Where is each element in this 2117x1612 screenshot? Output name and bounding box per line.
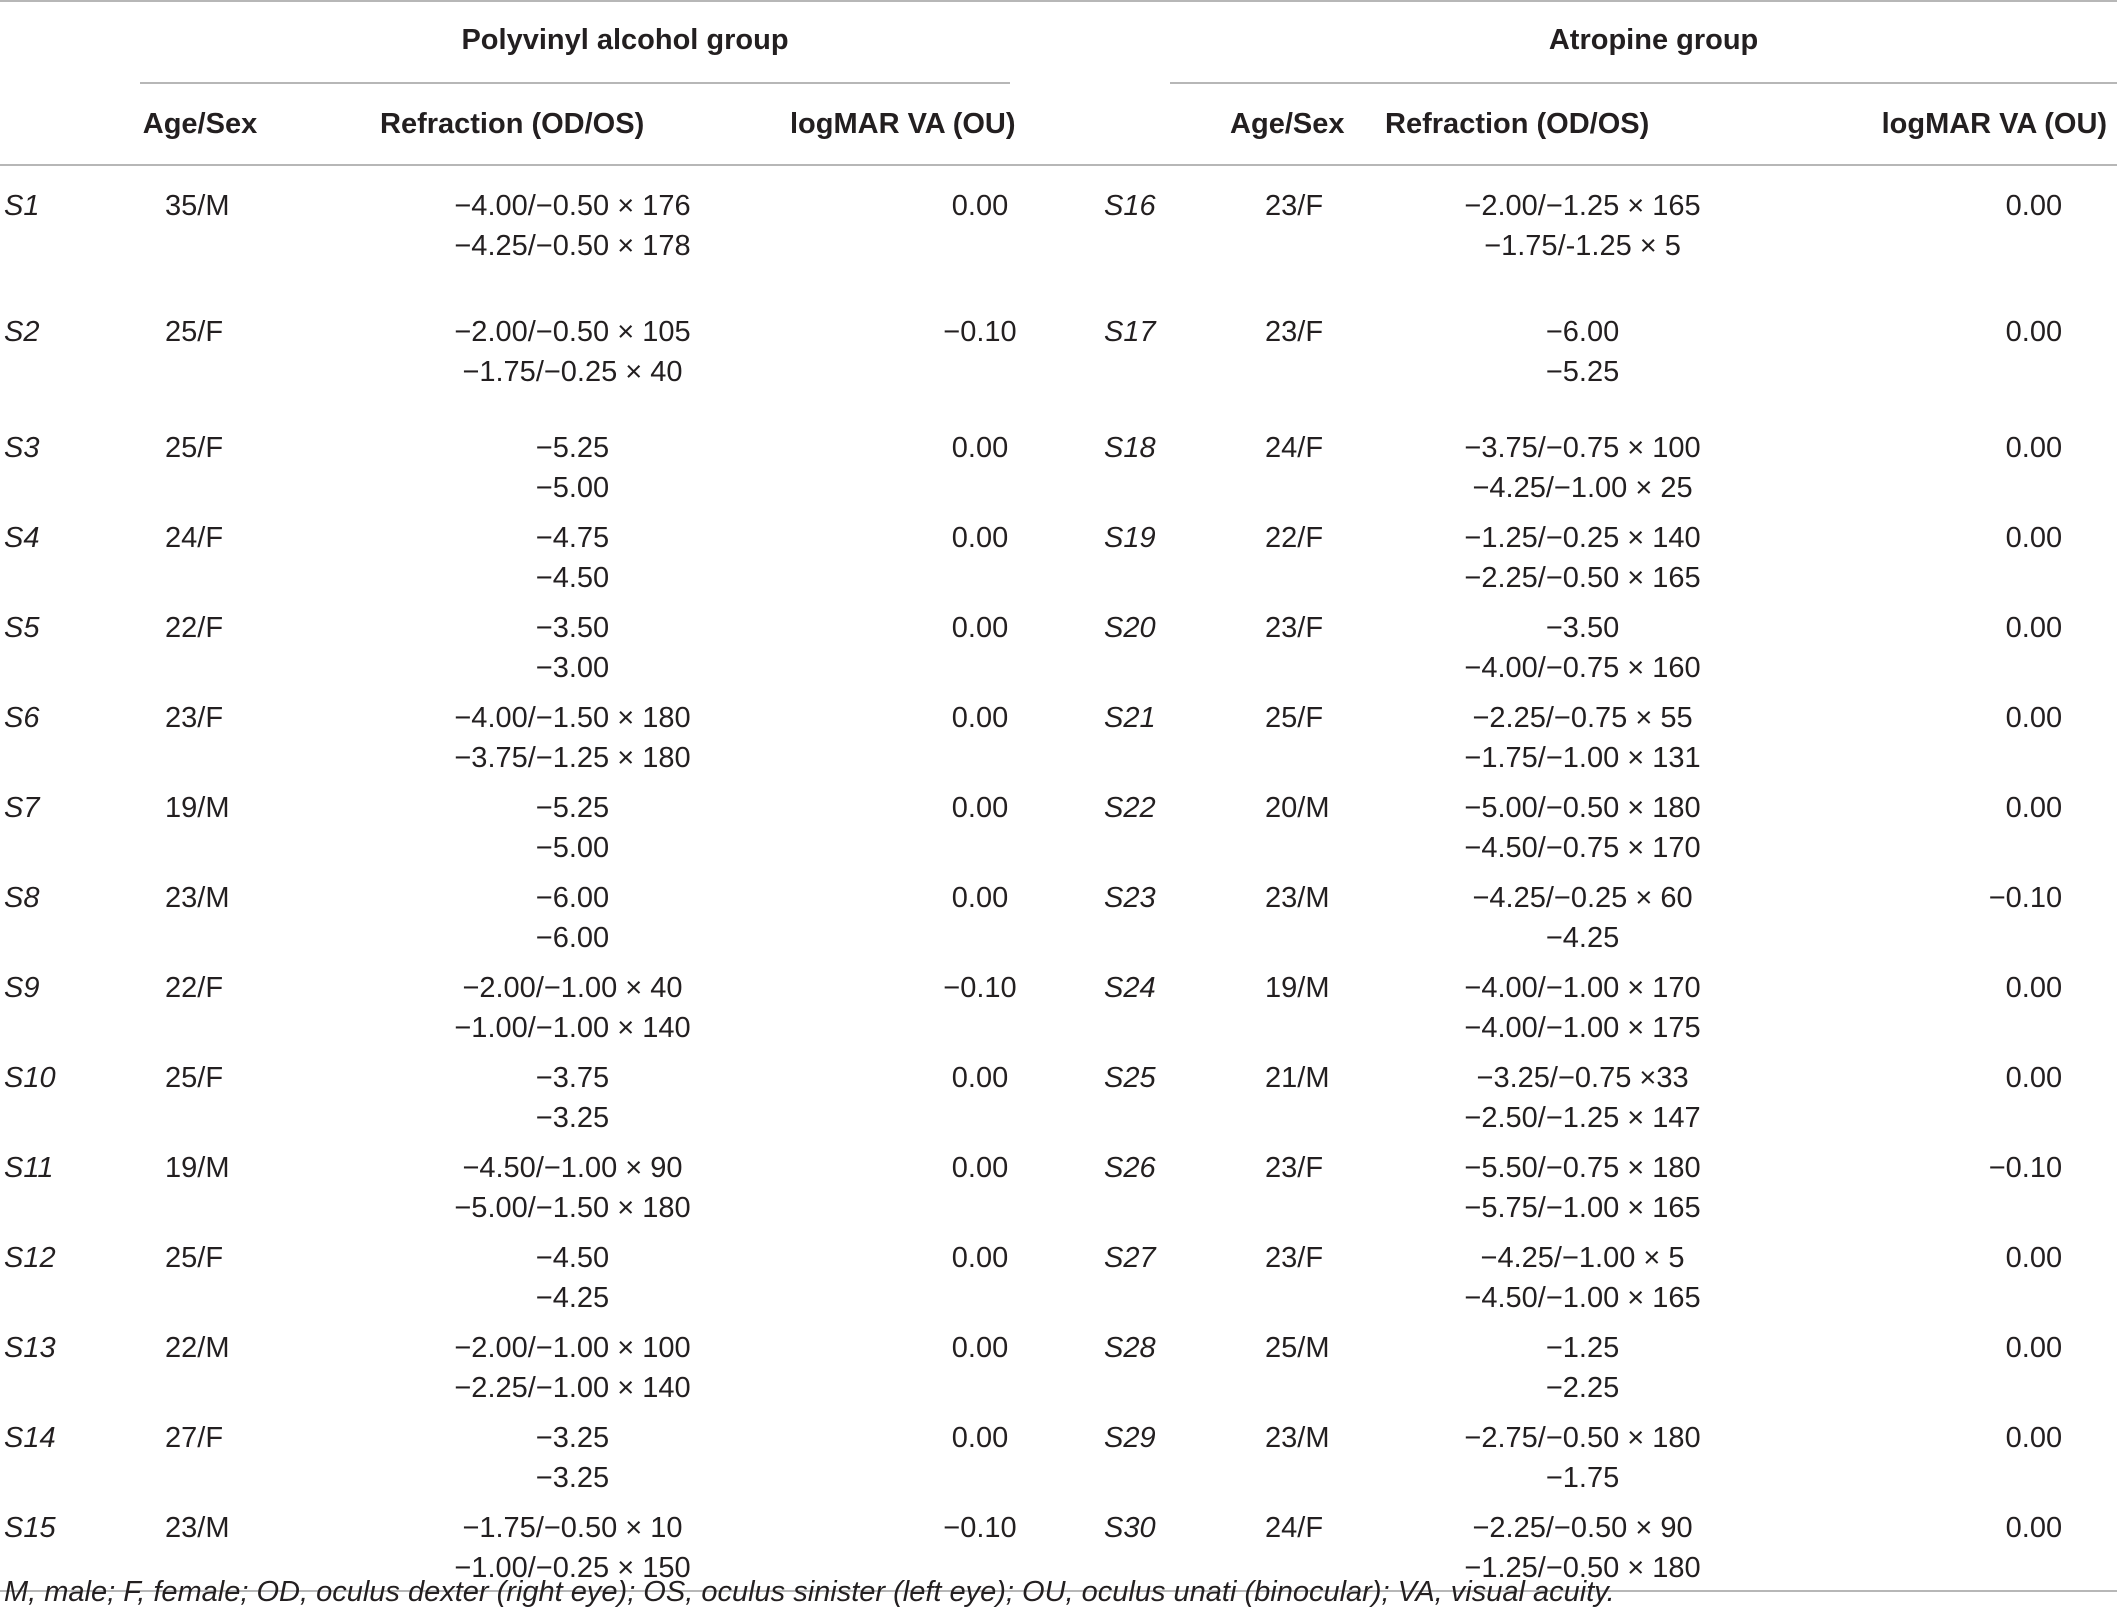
refraction-os: −6.00 (535, 922, 610, 954)
age-sex: 23/M (1265, 1422, 1330, 1454)
age-sex: 23/F (1265, 1152, 1324, 1184)
subject-id: S12 (4, 1242, 56, 1274)
age-sex: 24/F (1265, 1512, 1324, 1544)
refraction-od: −4.00/−1.50 × 180 (454, 702, 691, 734)
logmar-va-value: 0.00 (951, 612, 1009, 644)
refraction-os: −2.25/−1.00 × 140 (454, 1372, 691, 1404)
refraction-os: −5.00 (535, 472, 610, 504)
refraction-od: −5.00/−0.50 × 180 (1464, 792, 1701, 824)
logmar-va (951, 598, 1110, 688)
refraction-os: −3.75/−1.25 × 180 (454, 742, 691, 774)
logmar-va (951, 1318, 1110, 1408)
refraction (1380, 1408, 1880, 1498)
logmar-va: 0.00 (2005, 1062, 2063, 1094)
refraction (1380, 1318, 1880, 1408)
refraction-os: −1.75 (1545, 1462, 1620, 1494)
age-sex: 25/F (165, 316, 224, 348)
refraction-od: −1.75/−0.50 × 10 (462, 1512, 683, 1544)
refraction-os: −2.25/−0.50 × 165 (1464, 562, 1701, 594)
logmar-va: 0.00 (2005, 792, 2063, 824)
logmar-va (943, 958, 1110, 1048)
logmar-va (951, 418, 1110, 508)
subject-id: S5 (4, 612, 40, 644)
refraction (1380, 598, 1880, 688)
age-sex: 23/M (165, 882, 230, 914)
refraction-os: −2.25 (1545, 1372, 1620, 1404)
subject-id (1104, 688, 1190, 778)
refraction-od: −2.25/−0.75 × 55 (1472, 702, 1693, 734)
refraction-os: −4.25/−0.50 × 178 (454, 230, 691, 262)
refraction-od: −4.25/−0.25 × 60 (1472, 882, 1693, 914)
logmar-va: 0.00 (2005, 1422, 2063, 1454)
logmar-va: 0.00 (2005, 972, 2063, 1004)
col-logmar-right: logMAR VA (OU) (1881, 108, 2108, 140)
col-refraction-right: Refraction (OD/OS) (1385, 108, 1650, 140)
refraction-os: −3.00 (535, 652, 610, 684)
subject-id: S11 (4, 1152, 54, 1184)
logmar-va (951, 1408, 1110, 1498)
refraction-os: −4.00/−0.75 × 160 (1464, 652, 1701, 684)
refraction-os: −5.00/−1.50 × 180 (454, 1192, 691, 1224)
refraction-od: −1.25/−0.25 × 140 (1464, 522, 1701, 554)
subject-id: S3 (4, 432, 40, 464)
logmar-va-value: −0.10 (943, 1512, 1017, 1544)
logmar-va-value: 0.00 (951, 1242, 1009, 1274)
age-sex: 24/F (165, 522, 224, 554)
subject-id (1104, 958, 1190, 1048)
logmar-va-value: 0.00 (951, 1422, 1009, 1454)
refraction-os: −4.00/−1.00 × 175 (1464, 1012, 1701, 1044)
age-sex: 23/F (165, 702, 224, 734)
subject-id-value: S19 (1104, 522, 1156, 554)
logmar-va: −0.10 (1988, 882, 2063, 914)
subject-id-value: S22 (1104, 792, 1156, 824)
table-row (0, 868, 2117, 958)
refraction (1380, 778, 1880, 868)
subject-id: S6 (4, 702, 40, 734)
subject-id: S2 (4, 316, 40, 348)
age-sex: 22/F (165, 972, 224, 1004)
logmar-va-value: 0.00 (951, 882, 1009, 914)
refraction-od: −3.50 (1545, 612, 1620, 644)
refraction-os: −1.75/−1.00 × 131 (1464, 742, 1701, 774)
refraction-os: −4.50/−0.75 × 170 (1464, 832, 1701, 864)
age-sex: 20/M (1265, 792, 1330, 824)
refraction-od: −2.00/−0.50 × 105 (454, 316, 691, 348)
refraction-os: −3.25 (535, 1102, 610, 1134)
refraction-od: −2.25/−0.50 × 90 (1472, 1512, 1693, 1544)
subject-id-value: S17 (1104, 316, 1156, 348)
age-sex: 23/M (1265, 882, 1330, 914)
refraction (1380, 958, 1880, 1048)
col-logmar-left: logMAR VA (OU) (790, 108, 1016, 140)
subject-id-value: S24 (1104, 972, 1156, 1004)
refraction-od: −3.75 (535, 1062, 610, 1094)
logmar-va (951, 688, 1110, 778)
age-sex: 23/F (1265, 316, 1324, 348)
table-row (0, 958, 2117, 1048)
age-sex: 22/F (165, 612, 224, 644)
refraction-od: −2.75/−0.50 × 180 (1464, 1422, 1701, 1454)
logmar-va-value: 0.00 (951, 1062, 1009, 1094)
logmar-va-value: −0.10 (943, 316, 1017, 348)
age-sex: 21/M (1265, 1062, 1330, 1094)
subject-id (1104, 165, 1190, 292)
logmar-va (943, 292, 1110, 418)
refraction-os: −1.75/-1.25 × 5 (1484, 230, 1681, 262)
subject-id: S15 (4, 1512, 56, 1544)
refraction-os: −4.25/−1.00 × 25 (1472, 472, 1693, 504)
subject-id (1104, 598, 1190, 688)
table-row (0, 1408, 2117, 1498)
subject-id-value: S26 (1104, 1152, 1156, 1184)
subject-id (1104, 1138, 1190, 1228)
refraction-od: −4.00/−1.00 × 170 (1464, 972, 1701, 1004)
age-sex: 23/F (1265, 1242, 1324, 1274)
refraction-od: −4.50 (535, 1242, 610, 1274)
refraction (1380, 418, 1880, 508)
logmar-va (951, 1048, 1110, 1138)
subject-id: S1 (4, 190, 40, 222)
refraction-od: −3.75/−0.75 × 100 (1464, 432, 1701, 464)
refraction (260, 165, 1010, 292)
subject-id: S10 (4, 1062, 56, 1094)
table-row (0, 1048, 2117, 1138)
table-row (0, 508, 2117, 598)
refraction-od: −4.00/−0.50 × 176 (454, 190, 691, 222)
refraction-od: −5.25 (535, 432, 610, 464)
logmar-va-value: 0.00 (951, 190, 1009, 222)
table-row (0, 598, 2117, 688)
refraction (1380, 1228, 1880, 1318)
refraction (1380, 1138, 1880, 1228)
refraction-od: −4.75 (535, 522, 610, 554)
subject-id-value: S16 (1104, 190, 1156, 222)
subject-id-value: S18 (1104, 432, 1156, 464)
table-row (0, 1318, 2117, 1408)
subject-id-value: S23 (1104, 882, 1156, 914)
age-sex: 25/F (165, 1062, 224, 1094)
subject-id-value: S27 (1104, 1242, 1156, 1274)
refraction-od: −3.25 (535, 1422, 610, 1454)
refraction-os: −4.25 (1545, 922, 1620, 954)
subject-id (1104, 292, 1190, 418)
refraction-os: −1.25/−0.50 × 180 (1464, 1552, 1701, 1584)
subject-id-value: S28 (1104, 1332, 1156, 1364)
logmar-va: 0.00 (2005, 522, 2063, 554)
logmar-va: 0.00 (2005, 190, 2063, 222)
refraction-od: −3.25/−0.75 ×33 (1476, 1062, 1689, 1094)
subject-id: S9 (4, 972, 40, 1004)
logmar-va: 0.00 (2005, 1332, 2063, 1364)
refraction (1380, 292, 1880, 418)
subject-id-value: S21 (1104, 702, 1156, 734)
subject-id (1104, 868, 1190, 958)
logmar-va (951, 778, 1110, 868)
age-sex: 35/M (165, 190, 230, 222)
logmar-va (951, 1228, 1110, 1318)
refraction-os: −3.25 (535, 1462, 610, 1494)
subject-id: S8 (4, 882, 40, 914)
refraction-os: −5.00 (535, 832, 610, 864)
refraction (260, 292, 1010, 418)
table-row (0, 1138, 2117, 1228)
logmar-va: 0.00 (2005, 612, 2063, 644)
subject-id (1104, 1318, 1190, 1408)
subject-id (1104, 508, 1190, 598)
age-sex: 25/F (165, 432, 224, 464)
logmar-va-value: 0.00 (951, 432, 1009, 464)
logmar-va: 0.00 (2005, 432, 2063, 464)
age-sex: 25/F (1265, 702, 1324, 734)
col-age-sex-right: Age/Sex (1230, 108, 1345, 140)
refraction-od: −4.50/−1.00 × 90 (462, 1152, 683, 1184)
subject-id-value: S29 (1104, 1422, 1156, 1454)
atropine-group-title: Atropine group (1190, 1, 2117, 82)
logmar-va (951, 508, 1110, 598)
subject-id-value: S30 (1104, 1512, 1156, 1544)
logmar-va-value: 0.00 (951, 1332, 1009, 1364)
refraction-od: −4.25/−1.00 × 5 (1480, 1242, 1685, 1274)
refraction (1380, 688, 1880, 778)
age-sex: 27/F (165, 1422, 224, 1454)
refraction-od: −2.00/−1.00 × 40 (462, 972, 683, 1004)
refraction-od: −5.25 (535, 792, 610, 824)
logmar-va-value: 0.00 (951, 792, 1009, 824)
refraction-od: −3.50 (535, 612, 610, 644)
subject-id: S4 (4, 522, 40, 554)
logmar-va: −0.10 (1988, 1152, 2063, 1184)
logmar-va: 0.00 (2005, 316, 2063, 348)
subject-id: S7 (4, 792, 40, 824)
refraction (1380, 1048, 1880, 1138)
table-row (0, 1228, 2117, 1318)
subject-id (1104, 418, 1190, 508)
refraction-os: −4.25 (535, 1282, 610, 1314)
logmar-va: 0.00 (2005, 702, 2063, 734)
table-row (0, 688, 2117, 778)
logmar-va-value: 0.00 (951, 522, 1009, 554)
refraction-od: −1.25 (1545, 1332, 1620, 1364)
col-refraction-left: Refraction (OD/OS) (380, 108, 645, 140)
refraction-os: −2.50/−1.25 × 147 (1464, 1102, 1701, 1134)
logmar-va (951, 165, 1110, 292)
logmar-va-value: −0.10 (943, 972, 1017, 1004)
refraction-od: −6.00 (1545, 316, 1620, 348)
subject-id: S14 (4, 1422, 56, 1454)
logmar-va-value: 0.00 (951, 1152, 1009, 1184)
age-sex: 19/M (165, 1152, 230, 1184)
refraction (1380, 165, 1880, 292)
age-sex: 22/M (165, 1332, 230, 1364)
age-sex: 19/M (165, 792, 230, 824)
refraction-os: −4.50 (535, 562, 610, 594)
table-row (0, 292, 2117, 418)
subject-id-value: S20 (1104, 612, 1156, 644)
group-header-row (0, 1, 2117, 82)
refraction-os: −1.75/−0.25 × 40 (462, 356, 683, 388)
logmar-va (951, 868, 1110, 958)
logmar-va-value: 0.00 (951, 702, 1009, 734)
subject-id-value: S25 (1104, 1062, 1156, 1094)
subject-id (1104, 778, 1190, 868)
subject-id: S13 (4, 1332, 56, 1364)
age-sex: 19/M (1265, 972, 1330, 1004)
footnote: M, male; F, female; OD, oculus dexter (right eye); OS, oculus sinister (left eye); OU, oculus unati (binocular); VA, visual acuity. (4, 1576, 1615, 1608)
logmar-va (951, 1138, 1110, 1228)
refraction-od: −2.00/−1.00 × 100 (454, 1332, 691, 1364)
refraction-od: −5.50/−0.75 × 180 (1464, 1152, 1701, 1184)
refraction (1380, 508, 1880, 598)
logmar-va: 0.00 (2005, 1242, 2063, 1274)
age-sex: 22/F (1265, 522, 1324, 554)
column-header-row (0, 84, 2117, 165)
refraction-os: −5.25 (1545, 356, 1620, 388)
col-age-sex-left: Age/Sex (142, 108, 258, 140)
age-sex: 23/F (1265, 190, 1324, 222)
refraction (1380, 868, 1880, 958)
refraction-os: −1.00/−0.25 × 150 (454, 1552, 691, 1584)
polyvinyl-group-title: Polyvinyl alcohol group (140, 1, 1110, 82)
age-sex: 25/F (165, 1242, 224, 1274)
refraction-os: −1.00/−1.00 × 140 (454, 1012, 691, 1044)
age-sex: 23/M (165, 1512, 230, 1544)
refraction-os: −4.50/−1.00 × 165 (1464, 1282, 1701, 1314)
refraction-os: −5.75/−1.00 × 165 (1464, 1192, 1701, 1224)
age-sex: 24/F (1265, 432, 1324, 464)
table-row (0, 165, 2117, 292)
table-row (0, 778, 2117, 868)
age-sex: 23/F (1265, 612, 1324, 644)
logmar-va: 0.00 (2005, 1512, 2063, 1544)
age-sex: 25/M (1265, 1332, 1330, 1364)
subject-id (1104, 1228, 1190, 1318)
refraction-od: −6.00 (535, 882, 610, 914)
subject-id (1104, 1048, 1190, 1138)
refraction-od: −2.00/−1.25 × 165 (1464, 190, 1701, 222)
subject-id (1104, 1408, 1190, 1498)
table-row (0, 418, 2117, 508)
